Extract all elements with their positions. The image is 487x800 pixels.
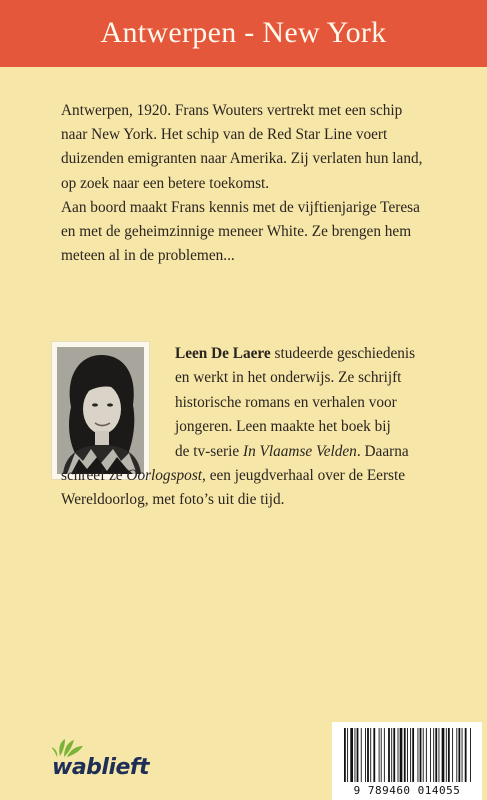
barcode-bar [465, 728, 467, 782]
barcode-bar [448, 728, 450, 782]
barcode-bar [357, 728, 359, 782]
barcode-bar [426, 728, 427, 782]
synopsis [61, 99, 461, 268]
synopsis-line: meteen al in de problemen... [61, 247, 235, 265]
author-bio [61, 342, 471, 513]
barcode [332, 722, 482, 800]
barcode-bar [423, 728, 424, 782]
barcode-bar [433, 728, 434, 782]
barcode-bar [370, 728, 371, 782]
author-name: Leen De Laere [175, 345, 271, 362]
barcode-bar [470, 728, 471, 782]
isbn-number: 9 789460 014055 [353, 784, 461, 797]
barcode-bar [355, 728, 356, 782]
barcode-bar [442, 728, 445, 782]
barcode-bar [381, 728, 382, 782]
barcode-bar [379, 728, 380, 782]
bio-line: Wereldoorlog, met foto’s uit die tijd. [61, 491, 285, 509]
barcode-bar [393, 728, 395, 782]
publisher-logo [52, 736, 162, 782]
barcode-bar [418, 728, 419, 782]
barcode-bar [458, 728, 460, 782]
series-title: In Vlaamse Velden [242, 442, 357, 460]
synopsis-line: Antwerpen, 1920. Frans Wouters vertrekt met een schip [61, 102, 403, 119]
barcode-bar [435, 728, 437, 782]
barcode-bar [347, 728, 348, 782]
book-title: Antwerpen - New York [100, 15, 387, 49]
book-reference: Oorlogspost [126, 466, 203, 484]
barcode-bar [452, 728, 453, 782]
synopsis-line: duizenden emigranten naar Amerika. Zij verlaten hun land, [61, 150, 423, 168]
barcode-bar [398, 728, 399, 782]
barcode-bar [400, 728, 403, 782]
barcode-bar [384, 728, 385, 782]
bio-line: Leen De Laere studeerde geschiedenis [175, 345, 416, 362]
barcode-bar [361, 728, 362, 782]
barcode-bar [365, 728, 366, 782]
barcode-bar [446, 728, 447, 782]
barcode-bar [350, 728, 353, 782]
bio-line: en werkt in het onderwijs. Ze schrijft [175, 369, 402, 387]
barcode-bar [412, 728, 414, 782]
title-banner [0, 0, 487, 67]
barcode-bar [344, 728, 346, 782]
barcode-bar [391, 728, 392, 782]
barcode-bar [462, 728, 463, 782]
barcode-bars [342, 728, 472, 784]
barcode-bar [373, 728, 375, 782]
barcode-bar [430, 728, 431, 782]
bio-line: jongeren. Leen maakte het boek bij [175, 418, 391, 436]
publisher-name: wablieft [52, 755, 150, 780]
bio-line: schreef ze Oorlogspost, een jeugdverhaal over de Eerste [61, 466, 406, 484]
barcode-bar [388, 728, 390, 782]
synopsis-line: Aan boord maakt Frans kennis met de vijftienjarige Teresa [61, 198, 420, 216]
barcode-bar [456, 728, 457, 782]
barcode-bar [410, 728, 411, 782]
bio-line: historische romans en verhalen voor [175, 393, 397, 411]
barcode-bar [420, 728, 422, 782]
synopsis-line: op zoek naar een betere toekomst. [61, 174, 270, 192]
synopsis-line: en met de geheimzinnige meneer White. Ze brengen hem [61, 223, 412, 241]
barcode-bar [404, 728, 406, 782]
barcode-bar [439, 728, 440, 782]
barcode-bar [407, 728, 408, 782]
bio-line: de tv-serie In Vlaamse Velden. Daarna [175, 442, 409, 460]
synopsis-line: naar New York. Het schip van de Red Star Line voert [61, 126, 388, 144]
barcode-bar [367, 728, 369, 782]
